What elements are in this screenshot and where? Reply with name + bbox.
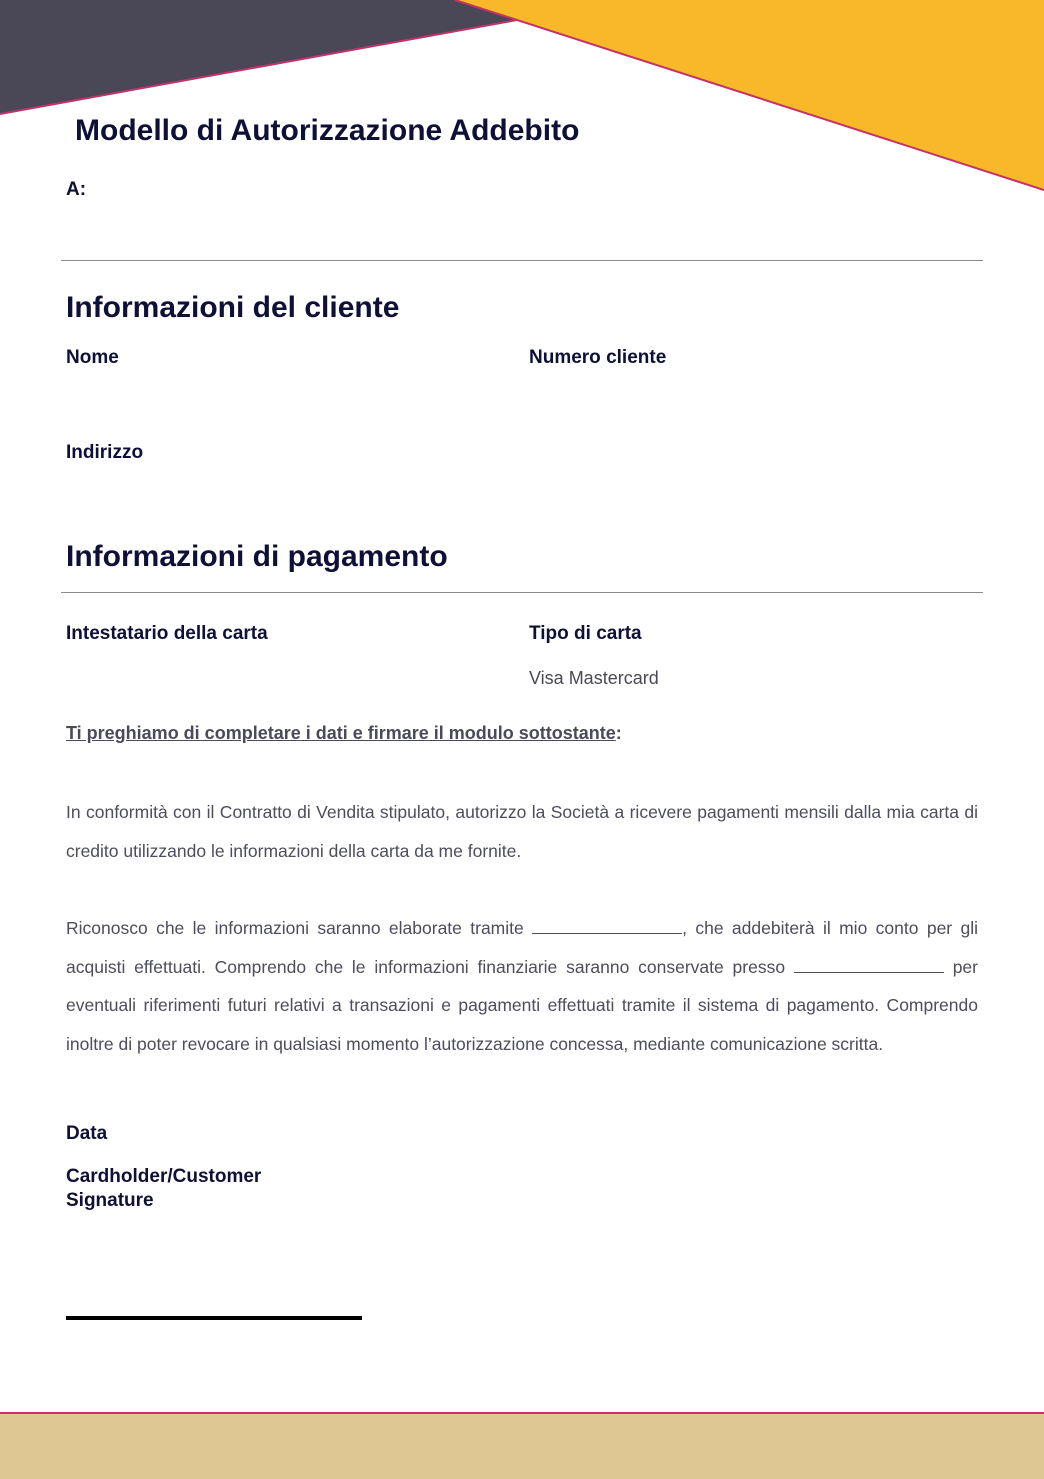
- name-label: Nome: [66, 347, 119, 368]
- customer-number-label: Numero cliente: [529, 347, 667, 368]
- signature-label-line1: Cardholder/Customer: [66, 1166, 262, 1187]
- footer-band: [0, 1412, 1044, 1479]
- cardholder-label: Intestatario della carta: [66, 623, 268, 644]
- storage-blank: [794, 952, 944, 973]
- dark-corner-shape: [0, 0, 528, 114]
- divider: [61, 260, 983, 261]
- processor-blank: [532, 913, 682, 934]
- address-label: Indirizzo: [66, 442, 144, 463]
- divider: [61, 592, 983, 593]
- paragraph-text: , che addebiterà il mio conto per gli acquisti effettuati. Comprendo che le informazioni finanziarie saranno conservate presso: [66, 918, 978, 977]
- card-type-label: Tipo di carta: [529, 623, 642, 644]
- card-type-options: Visa Mastercard: [529, 668, 659, 688]
- authorization-paragraph: In conformità con il Contratto di Vendita stipulato, autorizzo la Società a ricevere pagamenti mensili dalla mia carta di credito utilizzando le informazioni della carta da me fornite.: [66, 802, 978, 861]
- payment-info-heading: Informazioni di pagamento: [66, 540, 448, 573]
- signature-line: [66, 1316, 362, 1320]
- customer-info-heading: Informazioni del cliente: [66, 291, 400, 324]
- instructions-text: Ti preghiamo di completare i dati e firmare il modulo sottostante: [66, 723, 616, 743]
- paragraph-text: Riconosco che le informazioni saranno elaborate tramite: [66, 918, 533, 938]
- to-label: A:: [66, 179, 87, 200]
- signature-label-line2: Signature: [66, 1190, 154, 1211]
- paragraph-text: per eventuali riferimenti futuri relativi a transazioni e pagamenti effettuati tramite il sistema di pagamento. Comprendo inoltre di poter revocare in qualsiasi momento l’autorizzazione concessa, mediante comunicazione scritta.: [66, 956, 978, 1054]
- instructions: [66, 723, 622, 744]
- document-title: Modello di Autorizzazione Addebito: [75, 114, 580, 147]
- date-label: Data: [66, 1123, 108, 1144]
- signature-label: [66, 1165, 261, 1213]
- instructions-colon: :: [615, 723, 622, 743]
- acknowledgement-paragraph: [66, 909, 978, 1063]
